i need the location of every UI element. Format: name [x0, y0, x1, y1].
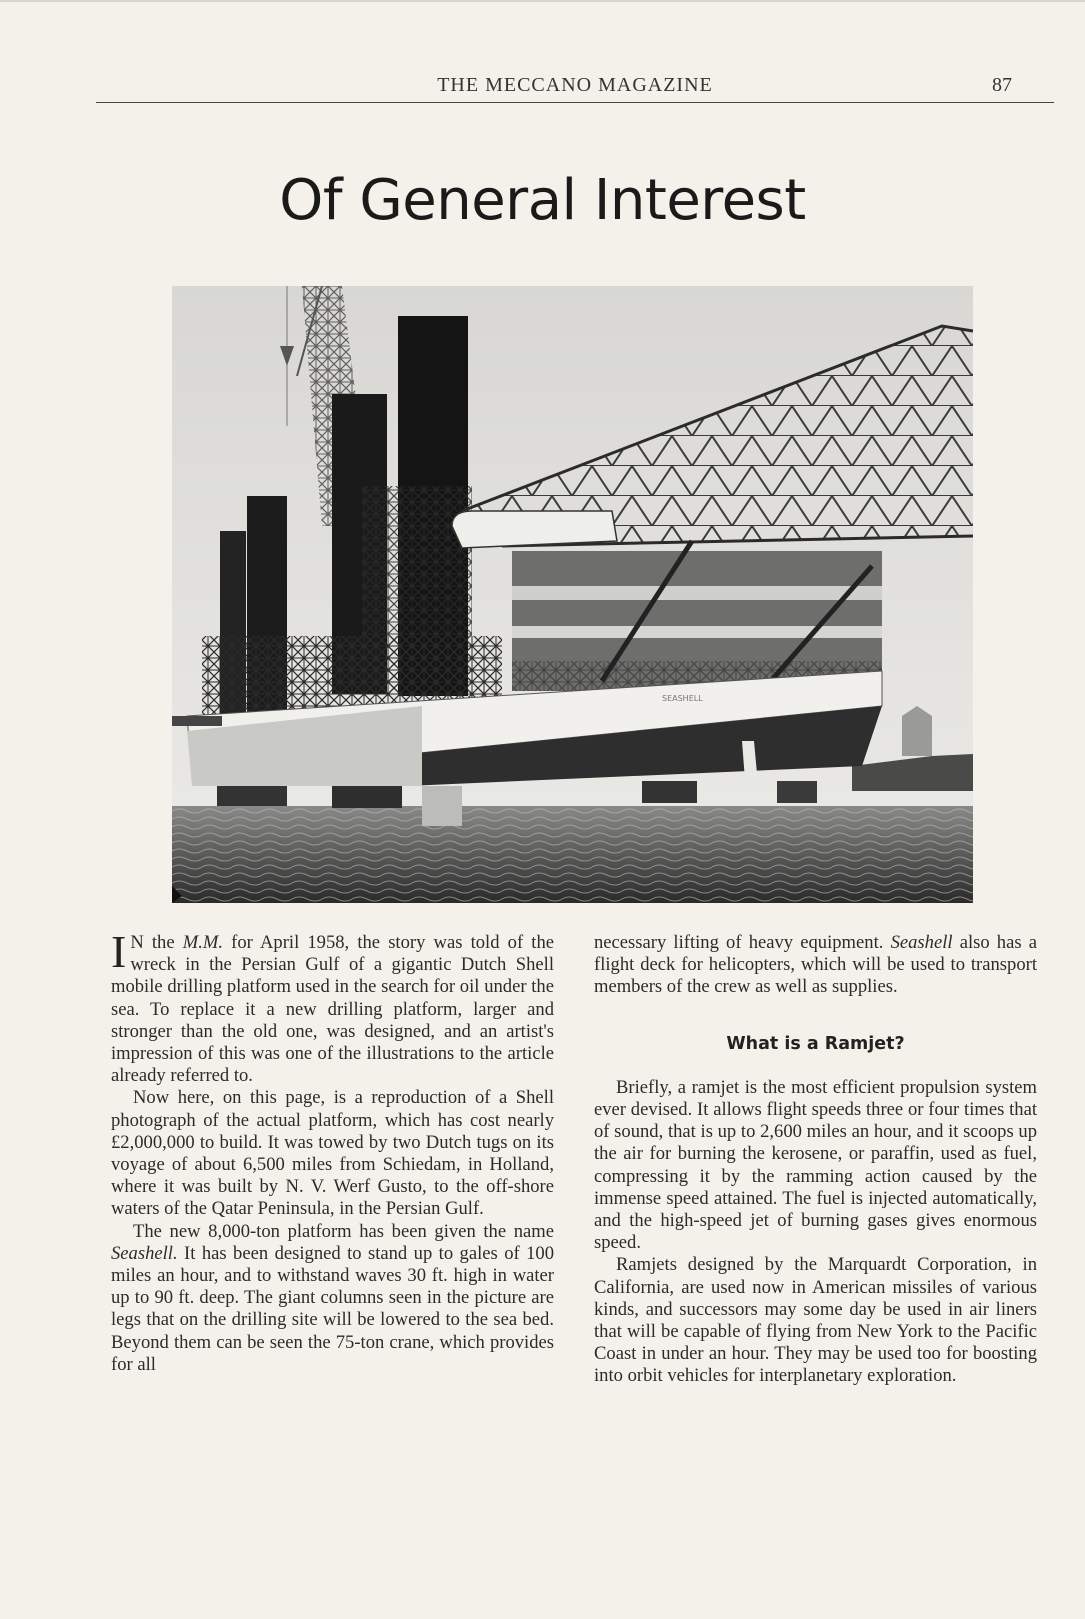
article-paragraph-1 [111, 926, 554, 1087]
article-title: Of General Interest [279, 168, 806, 233]
platform-name: Seashell. [111, 1242, 178, 1264]
para3-text-b: It has been designed to stand up to gales of 100 miles an hour, and to withstand waves 30 ft. high in water up to 90 ft. deep. The giant columns seen in the picture are legs that on the drilling site will be lowered to the sea bed. Beyond them can be seen the 75-ton crane, which provides for all [111, 1242, 554, 1375]
para3-text-a: The new 8,000-ton platform has been given the name [133, 1220, 554, 1242]
article-column-left [111, 926, 554, 1376]
drop-cap: I [111, 926, 127, 977]
page-edge [0, 0, 1085, 2]
drilling-platform-photo [172, 286, 973, 903]
article-paragraph-5: Briefly, a ramjet is the most efficient propulsion system ever devised. It allows flight speeds three or four times that of sound, that is up to 2,600 miles an hour, and it scoops up the air for burning the kerosene, or paraffin, used as fuel, compressing it by the ramming action caused by the immense speed attained. The fuel is injected automatically, and the high-speed jet of burning gases gives enormous speed. [594, 1076, 1037, 1254]
para4-text-b: also has a flight deck for helicopters, which will be used to transport members of the crew as well as supplies. [594, 932, 1038, 998]
photo-drawing [172, 286, 973, 903]
magazine-abbreviation: M.M. [182, 932, 224, 953]
running-header [96, 72, 1054, 103]
page-number: 87 [992, 74, 1012, 96]
article-paragraph-3 [111, 1221, 554, 1376]
article-paragraph-6: Ramjets designed by the Marquardt Corporation, in California, are used now in American missiles of various kinds, and successors may some day be used in air liners that will be capable of flying from New York to the Pacific Coast in under an hour. They may be used too for boosting into orbit vehicles for interplanetary exploration. [594, 1254, 1037, 1387]
para1-text-b: for April 1958, the story was told of the wreck in the Persian Gulf of a gigantic Dutch Shell mobile drilling platform used in the search for oil under the sea. To replace it a new drilling platform, larger and stronger than the old one, was designed, and an artist's impression of this was one of the illustrations to the article already referred to. [111, 932, 554, 1087]
article-paragraph-2: Now here, on this page, is a reproduction of a Shell photograph of the actual platform, which has cost nearly £2,000,000 to build. It was towed by two Dutch tugs on its voyage of about 6,500 miles from Schiedam, in Holland, where it was built by N. V. Werf Gusto, to the off-shore waters of the Qatar Peninsula, in the Persian Gulf. [111, 1087, 554, 1220]
article-paragraph-4 [594, 932, 1037, 999]
para4-text-a: necessary lifting of heavy equipment. [594, 932, 891, 953]
ramjet-subheading: What is a Ramjet? [726, 1033, 905, 1054]
para1-text-a: N the [130, 932, 183, 953]
hull-name-text: SEASHELL [662, 694, 703, 703]
magazine-name: THE MECCANO MAGAZINE [437, 74, 713, 96]
article-column-right [594, 932, 1037, 1388]
platform-name-italic: Seashell [890, 932, 953, 953]
